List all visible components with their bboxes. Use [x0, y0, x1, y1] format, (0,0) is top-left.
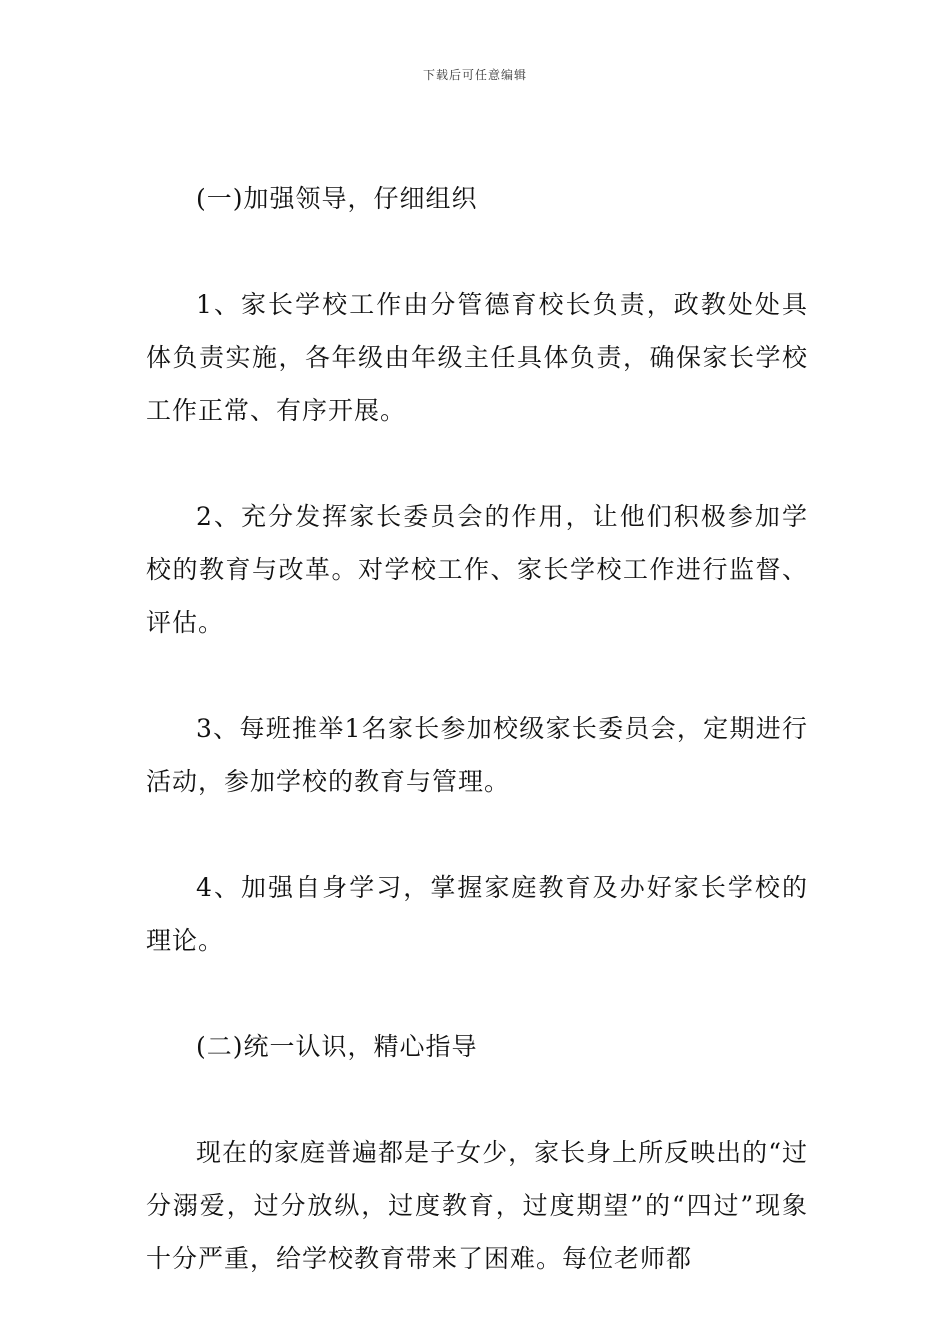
paragraph-item-2: 2、充分发挥家长委员会的作用，让他们积极参加学校的教育与改革。对学校工作、家长学校工作进行监督、评估。: [146, 502, 808, 637]
paragraph-body-1: 现在的家庭普遍都是子女少，家长身上所反映出的“过分溺爱，过分放纵，过度教育，过度期望”的“四过”现象十分严重，给学校教育带来了困难。每位老师都: [146, 1138, 808, 1273]
section-heading-2: (二)统一认识，精心指导: [196, 1032, 478, 1061]
section-heading-1: (一)加强领导，仔细组织: [196, 184, 478, 213]
paragraph-item-1: 1、家长学校工作由分管德育校长负责，政教处处具体负责实施，各年级由年级主任具体负责，确保家长学校工作正常、有序开展。: [146, 290, 808, 425]
header-note: 下载后可任意编辑: [422, 68, 527, 82]
paragraph-item-3: 3、每班推举1名家长参加校级家长委员会，定期进行活动，参加学校的教育与管理。: [146, 714, 808, 796]
document-body: [146, 172, 808, 1338]
paragraph-item-4: 4、加强自身学习，掌握家庭教育及办好家长学校的理论。: [146, 873, 808, 955]
